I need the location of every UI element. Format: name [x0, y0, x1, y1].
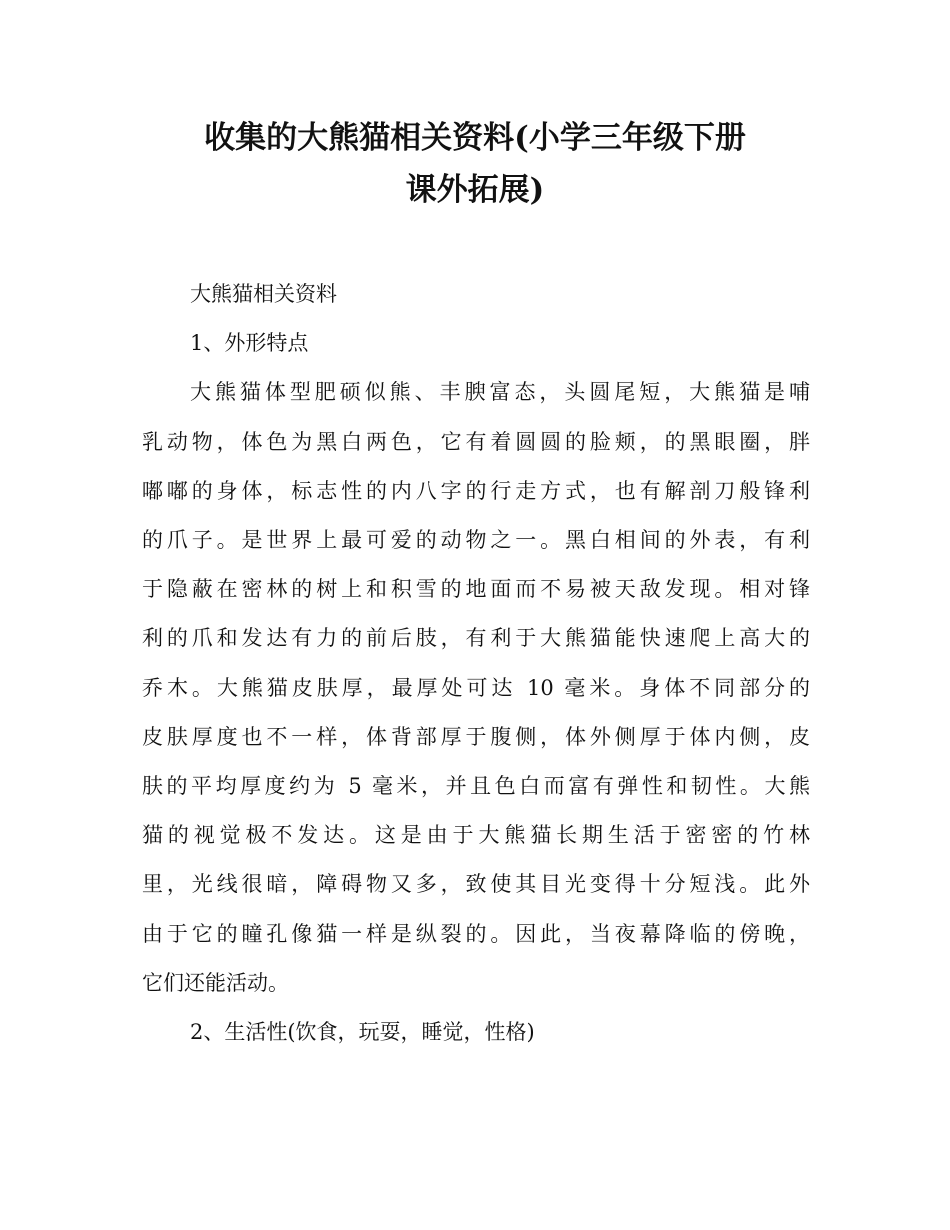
- subheading-appearance: 1、外形特点: [190, 331, 309, 356]
- document-title: [140, 112, 810, 216]
- paragraph-line: 里，光线很暗，障碍物又多，致使其目光变得十分短浅。此外: [142, 872, 810, 897]
- subheading-habits: 2、生活性(饮食，玩耍，睡觉，性格): [190, 1020, 535, 1045]
- document-body: [142, 270, 810, 1057]
- paragraph-line: 于隐蔽在密林的树上和积雪的地面而不易被天敌发现。相对锋: [142, 577, 810, 602]
- paragraph-line: 肤的平均厚度约为 5 毫米，并且色白而富有弹性和韧性。大熊: [142, 774, 810, 799]
- paragraph-line: 由于它的瞳孔像猫一样是纵裂的。因此，当夜幕降临的傍晚，: [142, 921, 810, 946]
- paragraph-line: 皮肤厚度也不一样，体背部厚于腹侧，体外侧厚于体内侧，皮: [142, 724, 810, 749]
- paragraph-line: 它们还能活动。: [142, 970, 289, 995]
- paragraph-appearance: [142, 368, 810, 1008]
- paragraph-line: 大熊猫体型肥硕似熊、丰腴富态，头圆尾短，大熊猫是哺: [190, 380, 810, 405]
- paragraph-line: 利的爪和发达有力的前后肢，有利于大熊猫能快速爬上高大的: [142, 626, 810, 651]
- paragraph-line: 嘟嘟的身体，标志性的内八字的行走方式，也有解剖刀般锋利: [142, 478, 810, 503]
- section-heading: 大熊猫相关资料: [190, 282, 337, 306]
- paragraph-line: 猫的视觉极不发达。这是由于大熊猫长期生活于密密的竹林: [142, 823, 810, 848]
- title-line-2: 课外拓展): [405, 172, 545, 208]
- paragraph-line: 乔木。大熊猫皮肤厚，最厚处可达 10 毫米。身体不同部分的: [142, 675, 810, 700]
- paragraph-line: 的爪子。是世界上最可爱的动物之一。黑白相间的外表，有利: [142, 528, 810, 553]
- paragraph-line: 乳动物，体色为黑白两色，它有着圆圆的脸颊，的黑眼圈，胖: [142, 429, 810, 454]
- title-line-1: 收集的大熊猫相关资料(小学三年级下册: [204, 120, 746, 156]
